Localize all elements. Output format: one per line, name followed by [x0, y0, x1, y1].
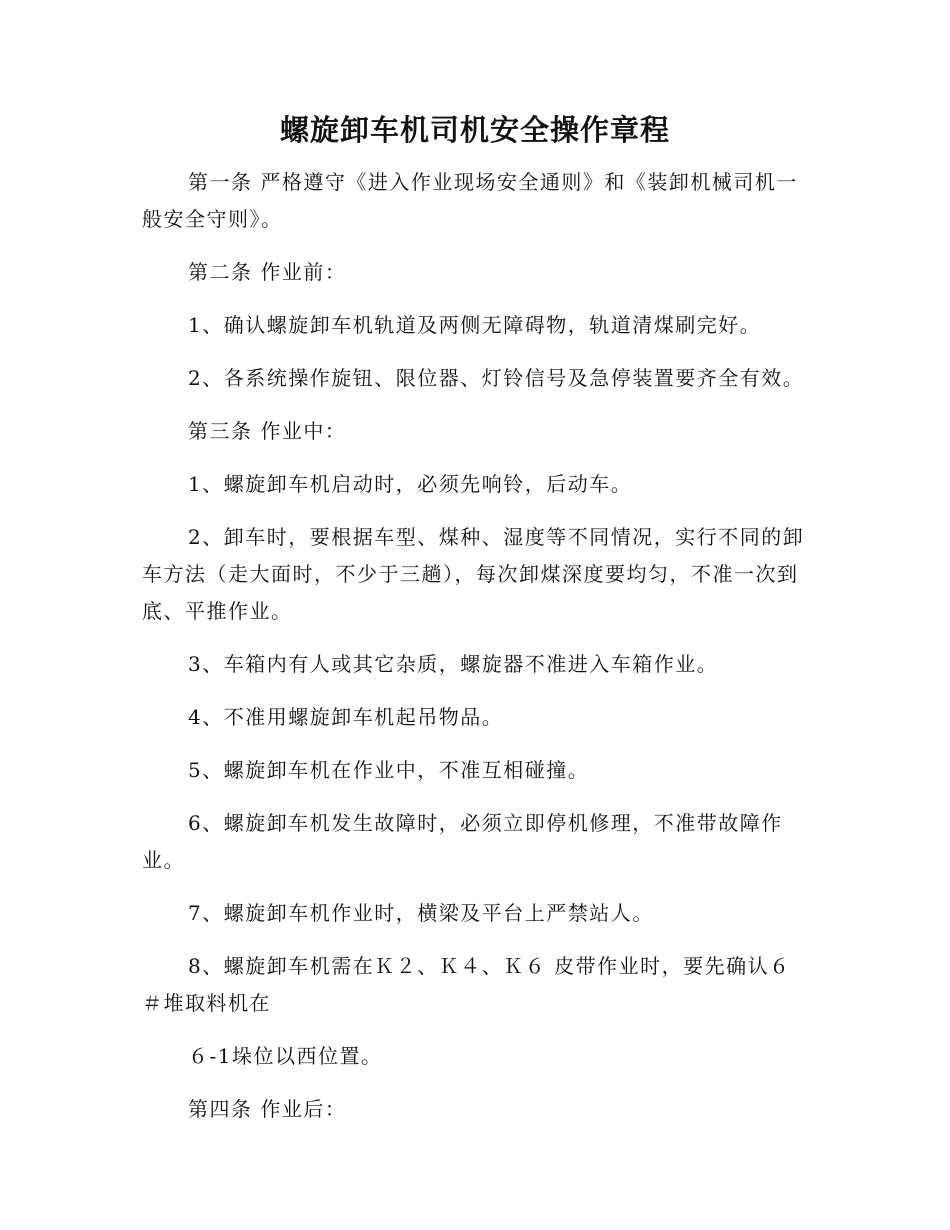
paragraph-during-7: 7、螺旋卸车机作业时，横梁及平台上严禁站人。 — [188, 901, 654, 925]
paragraph-article-4-heading: 第四条 作业后： — [188, 1097, 347, 1121]
paragraph-during-8-continued: ６-1垛位以西位置。 — [188, 1044, 383, 1068]
paragraph-during-3: 3、车箱内有人或其它杂质，螺旋器不准进入车箱作业。 — [188, 652, 719, 676]
paragraph-during-4: 4、不准用螺旋卸车机起吊物品。 — [188, 705, 504, 729]
paragraph-during-6: 6、螺旋卸车机发生故障时，必须立即停机修理，不准带故障作业。 — [142, 811, 783, 872]
paragraph-article-2-heading: 第二条 作业前： — [188, 260, 347, 284]
paragraph-during-8: 8、螺旋卸车机需在Ｋ２、Ｋ４、Ｋ６ 皮带作业时，要先确认６＃堆取料机在 — [142, 954, 791, 1015]
paragraph-during-1: 1、螺旋卸车机启动时，必须先响铃，后动车。 — [188, 472, 633, 496]
paragraph-during-5: 5、螺旋卸车机在作业中，不准互相碰撞。 — [188, 758, 590, 782]
paragraph-during-2: 2、卸车时，要根据车型、煤种、湿度等不同情况，实行不同的卸车方法（走大面时，不少于三趟），每次卸煤深度要均匀，不准一次到底、平推作业。 — [142, 525, 805, 623]
document-title: 螺旋卸车机司机安全操作章程 — [279, 113, 670, 147]
paragraph-before-2: 2、各系统操作旋钮、限位器、灯铃信号及急停装置要齐全有效。 — [188, 366, 805, 390]
document-body — [142, 164, 810, 1144]
paragraph-before-1: 1、确认螺旋卸车机轨道及两侧无障碍物，轨道清煤刷完好。 — [188, 313, 762, 337]
paragraph-article-1: 第一条 严格遵守《进入作业现场安全通则》和《装卸机械司机一般安全守则》。 — [142, 170, 798, 231]
paragraph-article-3-heading: 第三条 作业中： — [188, 419, 347, 443]
